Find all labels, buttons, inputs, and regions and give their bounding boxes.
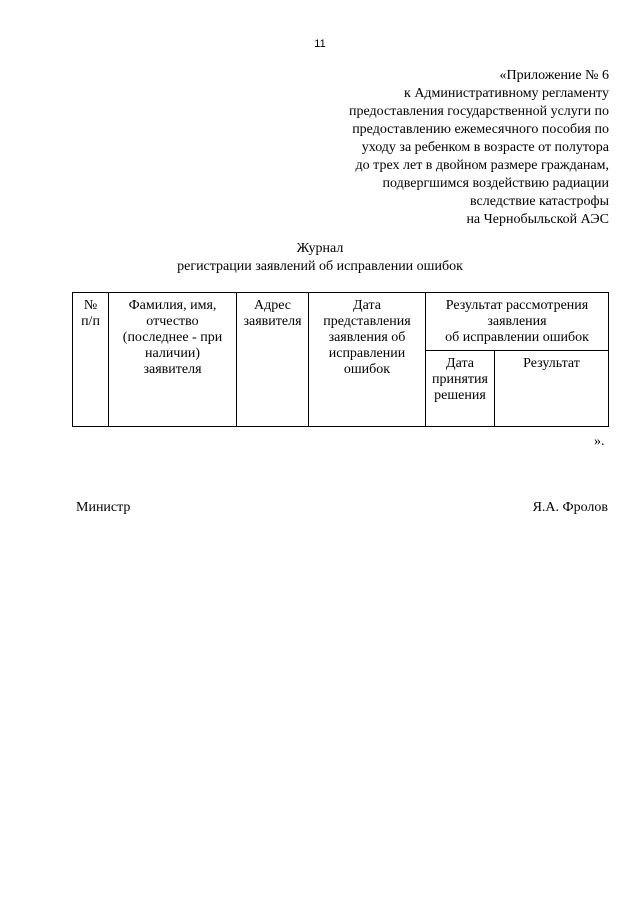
header-text: Дата [353, 298, 381, 313]
appendix-line: до трех лет в двойном размере гражданам, [355, 158, 609, 173]
header-text: решения [434, 388, 486, 403]
header-text: Фамилия, имя, [128, 298, 217, 313]
signatory-position: Министр [76, 500, 131, 515]
header-cell-number [73, 293, 109, 427]
header-text: (последнее - при [122, 330, 223, 345]
header-text: представления [323, 314, 411, 329]
header-cell-address [237, 293, 309, 427]
header-cell-submission-date [309, 293, 426, 427]
header-cell-result [495, 351, 609, 427]
header-text: Результат [523, 356, 580, 371]
header-cell-result-group [426, 293, 609, 351]
journal-subtitle: регистрации заявлений об исправлении ошибок [177, 259, 463, 274]
header-text: исправлении [328, 346, 406, 361]
appendix-header [249, 67, 609, 229]
closing-quote: ». [594, 434, 605, 449]
header-text: заявителя [143, 362, 202, 377]
header-cell-name [109, 293, 237, 427]
header-cell-decision-date [426, 351, 495, 427]
journal-title: Журнал [296, 241, 344, 256]
signatory-name: Я.А. Фролов [532, 500, 608, 515]
header-text: ошибок [343, 362, 391, 377]
page-number: 11 [314, 38, 326, 50]
appendix-line: предоставления государственной услуги по [349, 104, 609, 119]
header-text: № [83, 298, 98, 313]
appendix-line: подвергшимся воздействию радиации [382, 176, 609, 191]
header-text: принятия [432, 372, 488, 387]
header-text: п/п [81, 314, 100, 329]
appendix-line: уходу за ребенком в возрасте от полутора [361, 140, 609, 155]
appendix-line: «Приложение № 6 [499, 68, 609, 83]
header-text: Дата [446, 356, 474, 371]
register-table [72, 292, 609, 427]
journal-title-block [0, 240, 640, 276]
signature-block [76, 500, 608, 516]
appendix-line: предоставлению ежемесячного пособия по [352, 122, 609, 137]
appendix-line: вследствие катастрофы [470, 194, 609, 209]
header-text: отчество [146, 314, 199, 329]
appendix-line: на Чернобыльской АЭС [466, 212, 609, 227]
header-text: Результат рассмотрения [445, 298, 589, 313]
header-text: заявления об [328, 330, 406, 345]
header-text: Адрес [253, 298, 291, 313]
appendix-line: к Административному регламенту [404, 86, 609, 101]
header-text: наличии) [145, 346, 200, 361]
header-text: заявителя [243, 314, 302, 329]
header-text: заявления [487, 314, 547, 329]
header-text: об исправлении ошибок [445, 330, 589, 345]
